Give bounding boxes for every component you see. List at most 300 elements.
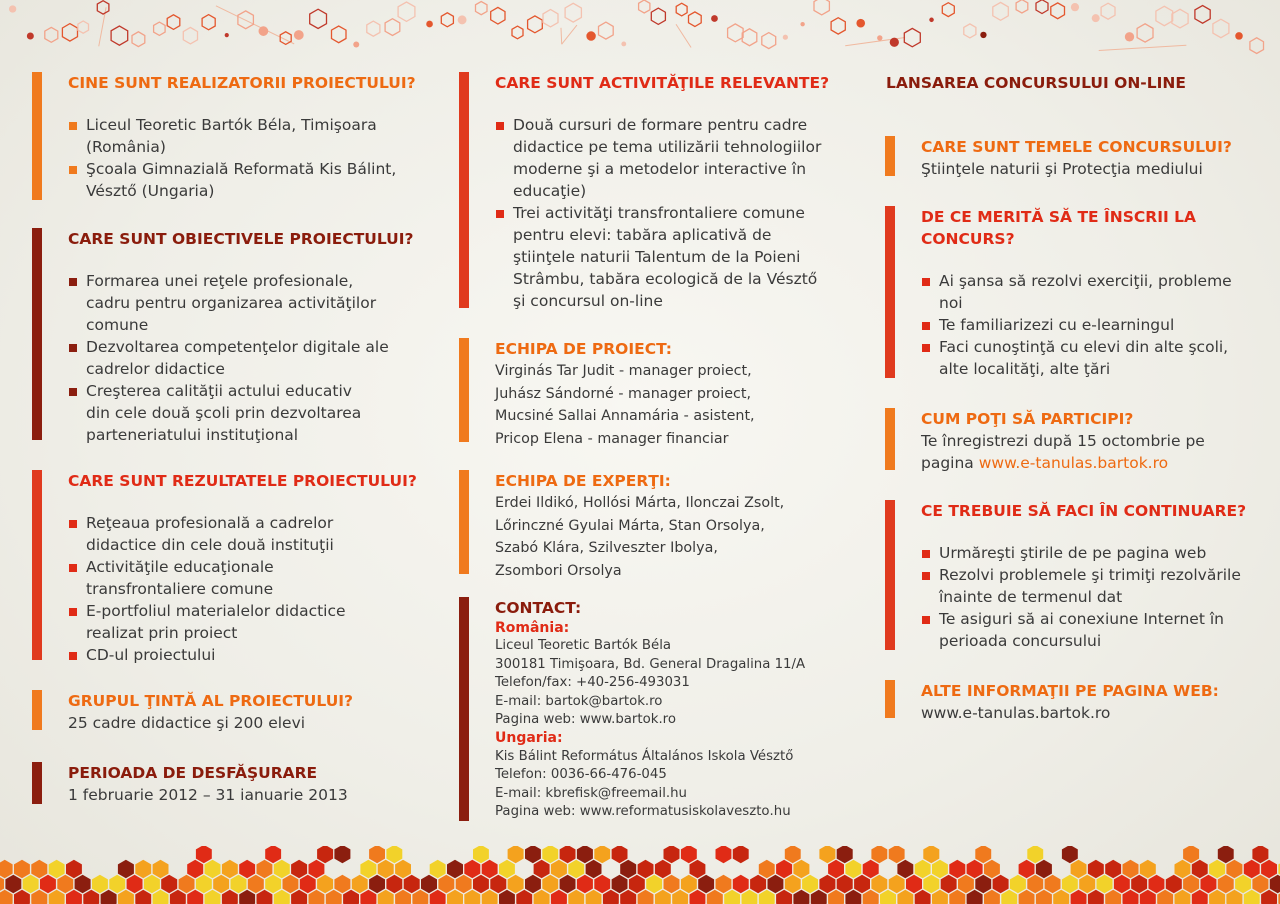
- hexagon-tile: [49, 860, 65, 878]
- contact-line: Liceul Teoretic Bartók Béla: [495, 638, 672, 654]
- hexagon-outline: [1250, 38, 1264, 54]
- hexagon-tile: [620, 860, 636, 878]
- section-echipa-experti: [459, 470, 885, 579]
- hexagon-tile: [984, 860, 1000, 878]
- hexagon-outline: [742, 29, 757, 46]
- hexagon-tile: [395, 890, 411, 904]
- hexagon-tile: [681, 846, 697, 863]
- bullet-square: [69, 278, 77, 286]
- bullet-square: [922, 278, 930, 286]
- hexagon-tile: [257, 890, 273, 904]
- hexagon-tile: [586, 890, 602, 904]
- section-alte-informatii: [885, 680, 1280, 722]
- section-contact: [459, 597, 885, 821]
- bullet-square: [69, 520, 77, 528]
- hexagon-tile: [205, 860, 221, 878]
- hexagon-tile: [430, 860, 446, 878]
- hexagon-outline: [762, 33, 776, 49]
- molecule-atom: [294, 30, 304, 40]
- hexagon-tile: [551, 890, 567, 904]
- hexagon-tile: [205, 890, 221, 904]
- hexagon-outline: [97, 1, 109, 14]
- hexagon-tile: [291, 860, 307, 878]
- hexagon-tile: [612, 846, 628, 863]
- hexagon-tile: [430, 890, 446, 904]
- molecule-atom: [800, 22, 804, 26]
- hexagon-outline: [1051, 3, 1065, 19]
- hexagon-tile: [118, 860, 134, 878]
- hexagon-tile: [1114, 875, 1130, 893]
- bullet-list: [495, 114, 885, 312]
- hexagon-tile: [733, 875, 749, 893]
- section-heading: CUM POŢI SĂ PARTICIPI?: [921, 410, 1134, 428]
- hexagon-tile: [828, 860, 844, 878]
- hexagon-tile: [334, 846, 350, 863]
- hexagon-tile: [594, 846, 610, 863]
- hexagon-tile: [967, 890, 983, 904]
- hexagon-tile: [274, 860, 290, 878]
- section-heading: PERIOADA DE DESFĂŞURARE: [68, 764, 318, 782]
- hexagon-tile: [967, 860, 983, 878]
- hexagon-tile: [785, 846, 801, 863]
- hexagon-tile: [568, 890, 584, 904]
- hexagon-tile: [915, 890, 931, 904]
- hexagon-tile: [14, 890, 30, 904]
- hexagon-tile: [1123, 890, 1139, 904]
- list-item: E-portfoliul materialelor didactice realizat prin proiect: [68, 600, 448, 644]
- hexagon-tile: [265, 846, 281, 863]
- hexagon-outline: [367, 21, 380, 36]
- hexagon-tile: [716, 875, 732, 893]
- hexagon-tile: [196, 846, 212, 863]
- section-bar: [459, 470, 469, 574]
- hexagon-outline: [45, 27, 58, 42]
- molecule-atom: [877, 35, 882, 40]
- hexagon-tile: [231, 875, 247, 893]
- expert-line: Erdei Ildikó, Hollósi Márta, Ilonczai Zsolt,: [495, 495, 785, 511]
- hexagon-tile: [1036, 860, 1052, 878]
- hexagon-tile: [949, 890, 965, 904]
- hexagon-tile: [265, 875, 281, 893]
- hexagon-tile: [915, 860, 931, 878]
- hexagon-tile: [49, 890, 65, 904]
- hexagon-outline: [1137, 24, 1153, 42]
- hexagon-tile: [23, 875, 39, 893]
- hexagon-tile: [560, 875, 576, 893]
- molecule-bond: [1099, 45, 1187, 50]
- hexagon-outline: [1156, 6, 1173, 25]
- hexagon-tile: [135, 860, 151, 878]
- hexagon-tile: [222, 860, 238, 878]
- hexagon-tile: [352, 875, 368, 893]
- hexagon-tile: [664, 875, 680, 893]
- hexagon-tile: [984, 890, 1000, 904]
- bullet-square: [496, 210, 504, 218]
- molecule-bond: [562, 25, 577, 44]
- hexagon-tile: [594, 875, 610, 893]
- hexagon-tile: [153, 860, 169, 878]
- hexagon-tile: [716, 846, 732, 863]
- hexagon-tile: [378, 890, 394, 904]
- hexagon-tile: [863, 860, 879, 878]
- hexagon-tile: [586, 860, 602, 878]
- hexagon-tile: [239, 860, 255, 878]
- hexagon-outline: [676, 3, 687, 16]
- hexagon-tile: [1261, 890, 1277, 904]
- hexagon-tile: [1218, 875, 1234, 893]
- hexagon-tile: [1192, 890, 1208, 904]
- hexagon-tile: [447, 860, 463, 878]
- hexagon-tile: [378, 860, 394, 878]
- hexagon-tile: [1209, 890, 1225, 904]
- hexagon-tile: [360, 860, 376, 878]
- hexagon-tile: [213, 875, 229, 893]
- hexagon-outline: [993, 2, 1009, 20]
- hexagon-tile: [932, 860, 948, 878]
- hexagon-tile: [655, 860, 671, 878]
- list-item: Te familiarizezi cu e-learningul: [921, 314, 1280, 336]
- hexagon-outline: [398, 2, 415, 21]
- molecule-atom: [929, 18, 934, 23]
- contact-line: Telefon/fax: +40-256-493031: [495, 675, 690, 691]
- hexagon-tile: [274, 890, 290, 904]
- hexagon-tile: [516, 890, 532, 904]
- bullet-list: [921, 542, 1280, 652]
- hexagon-tile: [906, 875, 922, 893]
- hexagon-outline: [491, 7, 505, 24]
- hexagon-tile: [1019, 860, 1035, 878]
- hexagon-tile: [179, 875, 195, 893]
- hexagon-tile: [638, 890, 654, 904]
- hexagon-tile: [759, 860, 775, 878]
- hexagon-tile: [1105, 860, 1121, 878]
- section-bar: [32, 690, 42, 730]
- hexagon-outline: [964, 24, 976, 38]
- section-heading: CARE SUNT OBIECTIVELE PROIECTULUI?: [68, 230, 414, 248]
- hexagon-tile: [144, 875, 160, 893]
- hexagon-tile: [1123, 860, 1139, 878]
- hexagon-tile: [897, 890, 913, 904]
- hexagon-tile: [629, 875, 645, 893]
- hexagon-tile: [0, 860, 13, 878]
- hexagon-tile: [733, 846, 749, 863]
- hexagon-outline: [639, 0, 650, 13]
- contact-line: 300181 Timişoara, Bd. General Dragalina 11/A: [495, 656, 806, 672]
- molecule-bond: [676, 24, 691, 47]
- hexagon-tile: [1175, 890, 1191, 904]
- section-bar: [885, 680, 895, 718]
- bullet-square: [922, 322, 930, 330]
- hexagon-outline: [111, 26, 128, 45]
- hexagon-tile: [793, 890, 809, 904]
- hexagon-tile: [534, 860, 550, 878]
- hexagon-tile: [889, 846, 905, 863]
- hexagon-tile: [1027, 875, 1043, 893]
- expert-line: Szabó Klára, Szilveszter Ibolya,: [495, 540, 718, 556]
- expert-line: Zsombori Orsolya: [495, 562, 622, 579]
- hexagon-tile: [525, 875, 541, 893]
- hexagon-outline: [728, 24, 744, 42]
- bullet-square: [69, 122, 77, 130]
- bullet-square: [69, 344, 77, 352]
- hexagon-outline: [904, 28, 920, 46]
- hexagon-outline: [62, 24, 77, 41]
- bullet-square: [69, 388, 77, 396]
- hexagon-tile: [482, 890, 498, 904]
- contact-line: Pagina web: www.bartok.ro: [495, 712, 676, 728]
- hexagon-tile: [499, 890, 515, 904]
- molecule-atom: [259, 26, 269, 36]
- hexagon-tile: [360, 890, 376, 904]
- hexagon-tile: [222, 890, 238, 904]
- hexagon-tile: [1244, 860, 1260, 878]
- hexagon-tile: [127, 875, 143, 893]
- hexagon-outline: [814, 0, 829, 15]
- hexagon-tile: [291, 890, 307, 904]
- hexagon-tile: [326, 890, 342, 904]
- molecule-atom: [353, 41, 359, 47]
- hexagon-tile: [187, 890, 203, 904]
- hexagon-tile: [239, 890, 255, 904]
- hexagon-tile: [690, 860, 706, 878]
- hexagon-tile: [386, 875, 402, 893]
- hexagon-outline: [528, 16, 543, 33]
- hexagon-tile: [1027, 846, 1043, 863]
- bullet-square: [69, 608, 77, 616]
- hexagon-tile: [672, 890, 688, 904]
- section-heading: ALTE INFORMAŢII PE PAGINA WEB:: [921, 682, 1219, 700]
- hexagon-tile: [1261, 860, 1277, 878]
- molecule-atom: [711, 15, 718, 22]
- hexagon-tile: [31, 860, 47, 878]
- hexagon-tile: [170, 890, 186, 904]
- molecule-bond: [561, 28, 562, 44]
- hexagon-outline: [1016, 0, 1028, 13]
- section-text: 25 cadre didactice şi 200 elevi: [68, 714, 306, 732]
- hexagon-tile: [1226, 860, 1242, 878]
- list-item: Liceul Teoretic Bartók Béla, Timişoara (România): [68, 114, 448, 158]
- list-item: Faci cunoştinţă cu elevi din alte şcoli, alte localităţi, alte ţări: [921, 336, 1280, 380]
- hexagon-tile: [837, 875, 853, 893]
- hexagon-tile: [309, 860, 325, 878]
- hexagon-tile: [490, 875, 506, 893]
- hexagon-tile: [889, 875, 905, 893]
- bullet-square: [69, 166, 77, 174]
- hexagon-outline: [599, 22, 614, 39]
- hexagon-outline: [1172, 9, 1188, 28]
- hexagon-tile: [66, 860, 82, 878]
- hexagon-tile: [508, 875, 524, 893]
- hexagon-tile: [1157, 890, 1173, 904]
- hexagon-tile: [854, 875, 870, 893]
- hexagon-tile: [57, 875, 73, 893]
- section-activitati: [459, 72, 885, 308]
- hexagon-tile: [1252, 875, 1268, 893]
- molecule-atom: [426, 21, 433, 28]
- hexagon-tile: [828, 890, 844, 904]
- molecule-atom: [856, 19, 865, 28]
- hexagon-outline: [167, 15, 180, 30]
- hexagon-tile: [1192, 860, 1208, 878]
- section-bar: [459, 338, 469, 442]
- section-heading: ECHIPA DE PROIECT:: [495, 340, 673, 358]
- section-bar: [885, 136, 895, 176]
- molecule-atom: [980, 32, 986, 38]
- hexagon-tile: [66, 890, 82, 904]
- hexagon-tile: [949, 860, 965, 878]
- bullet-square: [69, 564, 77, 572]
- hexagon-outline: [1195, 6, 1210, 24]
- section-rezultate: [32, 470, 448, 664]
- hexagon-tile: [880, 890, 896, 904]
- hexagon-tile: [1252, 846, 1268, 863]
- contact-line: Pagina web: www.reformatusiskolavesztо.hu: [495, 804, 791, 820]
- country-label-ungaria: Ungaria:: [495, 730, 563, 747]
- hexagon-tile: [698, 875, 714, 893]
- hexagon-tile: [638, 860, 654, 878]
- bullet-square: [922, 616, 930, 624]
- hexagon-tile: [724, 890, 740, 904]
- molecule-atom: [1235, 32, 1243, 40]
- molecule-atom: [783, 35, 788, 40]
- list-item: CD-ul proiectului: [68, 644, 448, 666]
- hexagon-tile: [793, 860, 809, 878]
- hexagon-tile: [742, 890, 758, 904]
- hexagon-tile: [257, 860, 273, 878]
- hexagon-tile: [534, 890, 550, 904]
- hexagon-tile: [464, 860, 480, 878]
- hexagon-tile: [1071, 890, 1087, 904]
- hexagon-tile: [837, 846, 853, 863]
- team-member: Virginás Tar Judit - manager proiect,: [495, 363, 752, 379]
- hexagon-tile: [1079, 875, 1095, 893]
- hexagon-tile: [871, 846, 887, 863]
- hexagon-tile: [1088, 890, 1104, 904]
- hexagon-tile: [664, 846, 680, 863]
- hexagon-tile: [542, 846, 558, 863]
- section-heading: ECHIPA DE EXPERŢI:: [495, 472, 671, 490]
- hexagon-tile: [1175, 860, 1191, 878]
- hexagon-tile: [0, 875, 4, 893]
- hexagon-tile: [369, 846, 385, 863]
- hexagon-tile: [975, 846, 991, 863]
- hexagon-tile: [421, 875, 437, 893]
- hexagon-tile: [248, 875, 264, 893]
- contact-line: Telefon: 0036-66-476-045: [495, 767, 667, 783]
- bullet-list: [921, 270, 1280, 380]
- hexagon-tile: [14, 860, 30, 878]
- molecule-atom: [27, 33, 34, 40]
- hexagon-tile: [577, 846, 593, 863]
- hexagon-tile: [620, 890, 636, 904]
- hexagon-tile: [482, 860, 498, 878]
- hexagon-tile: [386, 846, 402, 863]
- list-item: Formarea unei reţele profesionale, cadru pentru organizarea activităţilor comune: [68, 270, 448, 336]
- hexagon-tile: [1131, 875, 1147, 893]
- hexagon-tile: [456, 875, 472, 893]
- hexagon-tile: [577, 875, 593, 893]
- hexagon-tile: [759, 890, 775, 904]
- hexagon-tile: [750, 875, 766, 893]
- hexagon-tile: [542, 875, 558, 893]
- hexagon-outline: [543, 10, 558, 27]
- section-obiective: [32, 228, 448, 444]
- molecule-atom: [458, 15, 467, 24]
- website-link[interactable]: www.e-tanulas.bartok.ro: [921, 704, 1111, 722]
- hexagon-outline: [476, 2, 488, 15]
- hexagon-tile: [317, 846, 333, 863]
- hexagon-tile: [395, 860, 411, 878]
- country-label-romania: România:: [495, 620, 570, 636]
- section-heading: CINE SUNT REALIZATORII PROIECTULUI?: [68, 74, 416, 92]
- contest-link[interactable]: www.e-tanulas.bartok.ro: [978, 454, 1169, 472]
- hexagon-outline: [942, 3, 954, 17]
- hexagon-tile: [568, 860, 584, 878]
- hexagon-outline: [183, 27, 197, 44]
- hexagon-tile: [1226, 890, 1242, 904]
- hexagon-tile: [135, 890, 151, 904]
- hexagon-tile: [473, 846, 489, 863]
- section-grup-tinta: [32, 690, 448, 730]
- section-perioada: [32, 762, 448, 804]
- hexagon-tile: [655, 890, 671, 904]
- hexagon-tile: [819, 875, 835, 893]
- page-title: LANSAREA CONCURSULUI ON-LINE: [886, 74, 1186, 92]
- hexagon-tile: [508, 846, 524, 863]
- hexagon-tile: [1062, 875, 1078, 893]
- list-item: Trei activităţi transfrontaliere comune pentru elevi: tabăra aplicativă de ştiinţele naturii Talentum de la Poieni Strâmbu, tabăra ecologică de la Vésztő şi concursul on-line: [495, 202, 885, 312]
- team-member: Mucsiné Sallai Annamária - asistent,: [495, 408, 755, 424]
- hexagon-tile: [1053, 890, 1069, 904]
- section-text: pagina www.e-tanulas.bartok.ro: [921, 454, 1169, 472]
- hexagon-tile: [1045, 875, 1061, 893]
- molecule-bond: [216, 6, 294, 44]
- hexagon-pattern-bottom: [0, 846, 1280, 904]
- hexagon-tile: [525, 846, 541, 863]
- hexagon-tile: [776, 860, 792, 878]
- section-bar: [459, 72, 469, 308]
- hexagon-tile: [499, 860, 515, 878]
- hexagon-tile: [334, 875, 350, 893]
- hexagon-tile: [92, 875, 108, 893]
- hexagon-outline: [831, 18, 845, 34]
- molecule-atom: [1092, 14, 1100, 22]
- hexagon-tile: [845, 860, 861, 878]
- hexagon-outline: [332, 26, 347, 43]
- hexagon-tile: [317, 875, 333, 893]
- hexagon-tile: [768, 875, 784, 893]
- hexagon-tile: [447, 890, 463, 904]
- hexagon-tile: [1088, 860, 1104, 878]
- hexagon-tile: [612, 875, 628, 893]
- bullet-square: [922, 344, 930, 352]
- list-item: Şcoala Gimnazială Reformată Kis Bálint, Vésztő (Ungaria): [68, 158, 448, 202]
- hexagon-outline: [441, 13, 453, 27]
- molecule-atom: [9, 5, 16, 12]
- bullet-list: [68, 114, 448, 202]
- hexagon-outline: [512, 26, 523, 39]
- hexagon-tile: [1036, 890, 1052, 904]
- molecule-atom: [1071, 3, 1079, 11]
- hexagon-tile: [404, 875, 420, 893]
- hexagon-tile: [932, 890, 948, 904]
- section-realizatori: [32, 72, 448, 200]
- hexagon-tile: [109, 875, 125, 893]
- hexagon-outline: [385, 19, 400, 36]
- hexagon-tile: [1183, 875, 1199, 893]
- hexagon-tile: [785, 875, 801, 893]
- list-item: Activităţile educaţionale transfrontaliere comune: [68, 556, 448, 600]
